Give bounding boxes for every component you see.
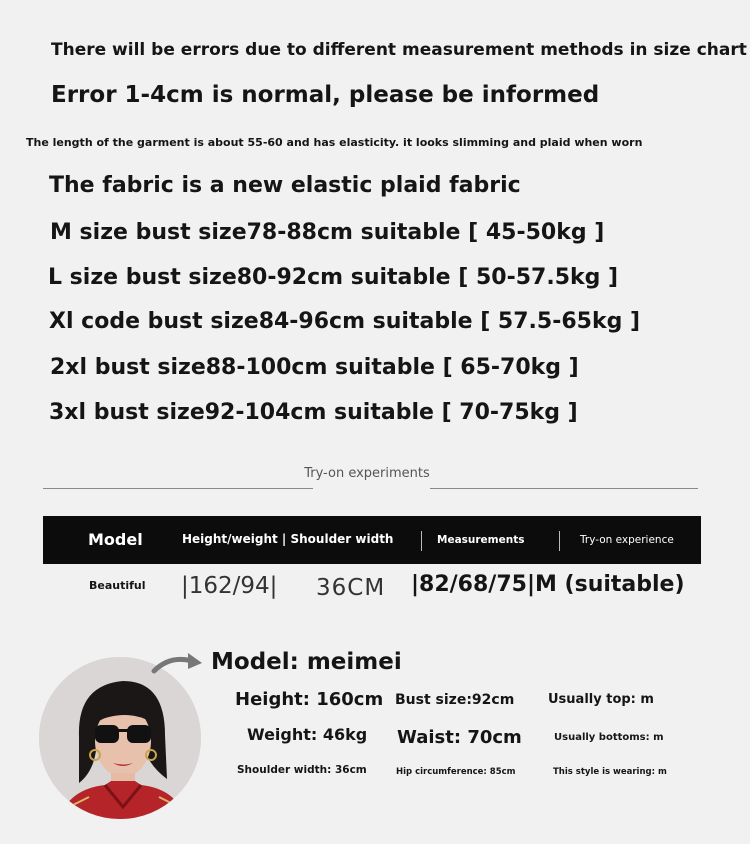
size-3xl-line: 3xl bust size92-104cm suitable [ 70-75kg ] <box>49 400 578 425</box>
divider-left <box>43 488 313 489</box>
row-shoulder: 36CM <box>316 575 386 601</box>
header-experience: Try-on experience <box>580 534 674 546</box>
size-l-line: L size bust size80-92cm suitable [ 50-57.5kg ] <box>48 265 619 290</box>
model-usual-bottom: Usually bottoms: m <box>554 732 664 743</box>
tryon-title: Try-on experiments <box>304 466 430 481</box>
model-height: Height: 160cm <box>235 689 384 710</box>
header-model: Model <box>88 530 143 549</box>
size-2xl-line: 2xl bust size88-100cm suitable [ 65-70kg ] <box>50 355 579 380</box>
row-height-weight: |162/94| <box>181 573 278 599</box>
model-hip: Hip circumference: 85cm <box>396 767 516 777</box>
garment-length-note: The length of the garment is about 55-60 and has elasticity. it looks slimming and plaid when worn <box>26 136 643 149</box>
fabric-line: The fabric is a new elastic plaid fabric <box>49 173 521 198</box>
error-note: Error 1-4cm is normal, please be informed <box>51 82 600 108</box>
header-measurements: Measurements <box>437 534 525 546</box>
model-portrait-icon <box>39 657 201 819</box>
measurement-note: There will be errors due to different measurement methods in size chart <box>51 40 747 60</box>
size-xl-line: Xl code bust size84-96cm suitable [ 57.5-65kg ] <box>49 309 641 334</box>
divider-right <box>430 488 698 489</box>
size-m-line: M size bust size78-88cm suitable [ 45-50kg ] <box>50 220 605 245</box>
row-model: Beautiful <box>89 579 146 592</box>
model-usual-top: Usually top: m <box>548 692 654 707</box>
model-bust: Bust size:92cm <box>395 692 515 708</box>
model-title: Model: meimei <box>211 649 402 675</box>
model-weight: Weight: 46kg <box>247 725 368 744</box>
header-separator <box>421 531 422 551</box>
model-shoulder: Shoulder width: 36cm <box>237 764 367 776</box>
header-separator <box>559 531 560 551</box>
row-measurements: |82/68/75|M (suitable) <box>411 572 685 597</box>
model-waist: Waist: 70cm <box>397 727 522 748</box>
header-height-weight: Height/weight | Shoulder width <box>182 532 394 546</box>
tryon-header-bar <box>43 516 701 564</box>
model-avatar <box>39 657 201 819</box>
curved-arrow-icon <box>148 651 208 679</box>
model-wearing: This style is wearing: m <box>553 767 667 777</box>
